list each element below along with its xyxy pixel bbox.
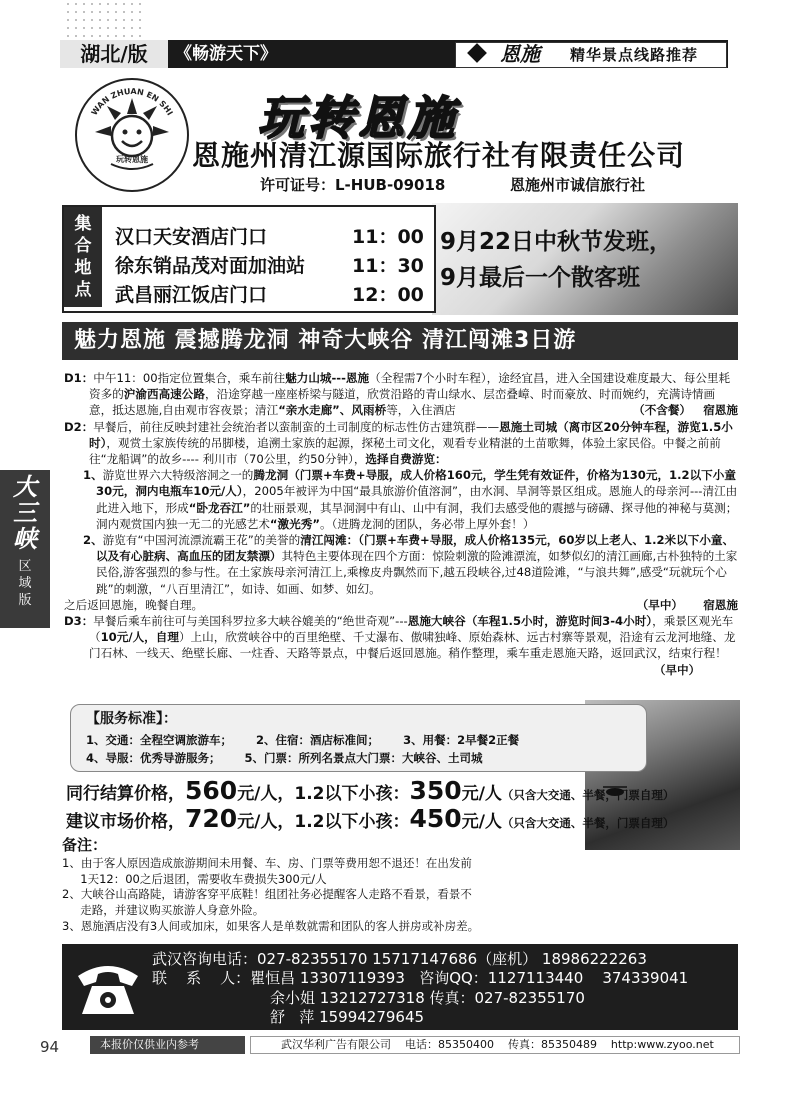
option-2	[64, 532, 738, 597]
day-text: 等，入住酒店	[386, 403, 456, 418]
day-text: ，观赏土家族传统的吊脚楼，追溯土家族的起源，探秘土司文化，观看专业精湛的土苗歌舞，体验土家民俗。中餐之前前往“龙船调”的故乡---- 利川市（70公里，约50分钟），	[89, 435, 721, 467]
company-name: 恩施州清江源国际旅行社有限责任公司	[192, 139, 686, 172]
day-highlight: 沪渝西高速公路	[123, 387, 205, 402]
day-2	[64, 419, 738, 468]
decorative-dots	[64, 0, 144, 40]
side-label-small	[4, 558, 46, 609]
remark-line: 1、由于客人原因造成旅游期间未用餐、车、房、门票等费用恕不退还！在出发前	[62, 855, 472, 870]
option-text: ，2005年被评为中国“最具旅游价值溶洞”，由水洞、旱洞等景区组成。恩施人的母亲河---清江由此进入地下，形成	[96, 484, 738, 515]
day-highlight: 魅力山城---恩施	[285, 371, 370, 385]
meeting-place: 汉口天安酒店门口	[115, 226, 268, 248]
adult-price: 720	[185, 804, 238, 833]
partner-agency: 恩施州市诚信旅行社	[510, 176, 646, 194]
day-label: D2：	[64, 419, 94, 434]
option-number: 1、	[83, 468, 103, 483]
remarks-title: 备注：	[62, 836, 108, 854]
option-highlight: “卧龙吞江”	[188, 500, 251, 515]
day-text: ）上山，欣赏峡谷中的百里绝壁、千丈瀑布、傲啸独峰、原始森林、远古村寨等景观，沿途有云龙河地缝、龙门石林、一线天、绝壁长廊、一炷香、天路等景点，中餐后返回恩施。稍作整理，乘车重走恩施天路，返回武汉，结束行程！	[89, 630, 736, 661]
price-note: （只含大交通、半餐，门票自理）	[501, 816, 675, 830]
option-text: 游览有“中国河流漂流霸王花”的美誉的	[102, 533, 301, 548]
remark-line: 1天12：00之后退团，需要收车费损失300元/人	[62, 871, 327, 886]
contact-person-2: 余小姐 13212727318 传真：027-82355170	[270, 989, 585, 1007]
day-highlight: 恩施土司城（离市区20分钟车程，游览1.5小时）	[89, 419, 733, 450]
day-highlight: 恩施大峡谷（车程1.5小时，游览时间3-4小时）	[407, 614, 653, 629]
meal: （不含餐）	[633, 403, 692, 418]
day-2-end	[64, 597, 738, 613]
region-label: 湖北/版	[60, 40, 168, 68]
option-text: 的壮丽景观，其旱洞洞中有山、山中有洞，我们去感受他的震撼与磅礴、探寻他的神秘与莫测；洞内观赏国内独一无二的光感艺术	[96, 500, 738, 531]
page-number: 94	[40, 1038, 60, 1056]
service-item: 4、导服：优秀导游服务；	[86, 751, 221, 765]
option-text: 其特色主要体现在四个方面：惊险刺激的险滩漂流，如梦似幻的清江画廊,古朴独特的土家民俗,游客强烈的参与性。在土家族母亲河清江上,乘橡皮舟飘然而下,越五段峡谷,过48道险滩，“与浪共舞”,感受“玩就玩个心跳”的刺激，“八百里清江”，如诗、如画、如梦、如幻。	[96, 549, 738, 596]
side-char: 区	[18, 559, 32, 574]
meeting-label-char: 合	[74, 236, 92, 256]
meal: （早中）	[636, 597, 684, 612]
company-logo	[75, 78, 189, 192]
option-highlight: 腾龙洞（门票+车费+导服，成人价格160元，学生凭有效证件，价格为130元，1.2以下小童30元，洞内电瓶车10元/人）	[96, 468, 736, 499]
side-char: 版	[18, 593, 32, 608]
price-unit: 元/人	[461, 812, 502, 832]
option-1	[64, 467, 738, 532]
day-3	[64, 613, 738, 677]
remark-line: 走路，并建议购买旅游人身意外险。	[62, 903, 265, 918]
price-note: （只含大交通、半餐，门票自理）	[501, 788, 675, 802]
itinerary	[64, 370, 738, 678]
magazine-name: 《畅游天下》	[175, 44, 277, 64]
meeting-label-char: 集	[74, 214, 92, 234]
side-char: 域	[18, 576, 32, 591]
day-label: D3：	[64, 614, 94, 629]
price-label: 同行结算价格，	[66, 784, 185, 804]
price-row-trade	[66, 776, 674, 805]
contact-person-3: 舒 萍 15994279645	[270, 1008, 425, 1026]
footer-info: 武汉华利广告有限公司 电话：85350400 传真：85350489 http:www.zyoo.net	[250, 1036, 740, 1054]
price-row-market	[66, 804, 674, 833]
contact-person: 联 系 人：瞿恒昌 13307119393 咨询QQ：1127113440 374339041	[152, 969, 689, 987]
day-label: D1：	[64, 371, 94, 385]
service-item: 3、用餐：2早餐2正餐	[403, 733, 520, 747]
day-meal-info: （早中）	[653, 662, 701, 677]
lodging: 宿恩施	[703, 597, 738, 612]
tag-title: 恩施	[500, 42, 540, 66]
meeting-label	[64, 207, 102, 307]
day-meal-info	[637, 597, 738, 613]
day-text: （全程需7个小时车程），途经宜昌，进入全国建设难度最大、每公里耗资多的	[89, 371, 731, 402]
child-price: 450	[409, 804, 462, 833]
tour-title: 魅力恩施 震撼腾龙洞 神奇大峡谷 清江闯滩3日游	[62, 322, 738, 360]
day-text: 之后返回恩施，晚餐自理。	[64, 597, 204, 612]
contact-phone: 武汉咨询电话：027-82355170 15717147686（座机） 18986222263	[152, 950, 647, 968]
day-1	[64, 370, 738, 419]
logo-caption: 玩转恩施	[116, 155, 148, 164]
option-text: 游览世界六大特级溶洞之一的	[102, 468, 254, 483]
option-text: 。（进腾龙洞的团队，务必带上厚外套！）	[319, 516, 535, 531]
tag-subtitle: 精华景点线路推荐	[570, 46, 699, 64]
remark-line: 2、大峡谷山高路陡，请游客穿平底鞋！组团社务必提醒客人走路不看景，看景不	[62, 887, 472, 902]
smiley-sun-icon	[77, 80, 187, 190]
footer-disclaimer: 本报价仅供业内参考	[90, 1036, 245, 1054]
license-number: 许可证号：L-HUB-09018	[260, 176, 446, 194]
meeting-time: 11：30	[352, 255, 424, 277]
remark-line: 3、恩施酒店没有3人间或加床，如果客人是单数就需和团队的客人拼房或补房差。	[62, 918, 480, 933]
service-line-2	[86, 750, 483, 766]
notice-line-2: 9月最后一个散客班	[440, 265, 641, 291]
meeting-time: 12：00	[352, 284, 424, 306]
day-meal-info	[633, 402, 738, 418]
remarks	[62, 838, 532, 935]
service-item: 5、门票：所列名景点大门票：大峡谷、土司城	[244, 751, 483, 765]
service-line-1	[86, 732, 519, 748]
side-char: 三	[13, 499, 37, 527]
service-title: 【服务标准】：	[86, 711, 177, 727]
day-text: ，沿途穿越一座座桥梁与隧道，欣赏沿路的青山绿水、层峦叠嶂、时而豪放、时而婉约，充满诗情画意，抵达恩施,自由观市容夜景；清江	[89, 387, 716, 418]
option-number: 2、	[83, 533, 103, 548]
day-highlight: 选择自费游览：	[365, 452, 447, 467]
side-char: 峡	[13, 525, 37, 553]
child-price: 350	[409, 776, 462, 805]
service-item: 1、交通：全程空调旅游车；	[86, 733, 233, 747]
price-unit: 元/人，1.2以下小孩：	[237, 812, 410, 832]
notice-line-1: 9月22日中秋节发班，	[440, 229, 673, 255]
side-char: 大	[13, 473, 37, 501]
day-text: 早餐后乘车前往可与美国科罗拉多大峡谷媲美的“绝世奇观”---	[93, 614, 408, 629]
meeting-label-char: 点	[74, 280, 92, 300]
day-highlight: 10元/人，自理	[100, 630, 179, 645]
meeting-place: 武昌丽江饭店门口	[115, 284, 268, 306]
telephone-icon	[72, 952, 144, 1022]
side-label-big	[4, 474, 46, 552]
day-text: 中午11：00指定位置集合，乘车前往	[93, 371, 286, 385]
price-unit: 元/人，1.2以下小孩：	[237, 784, 410, 804]
adult-price: 560	[185, 776, 238, 805]
day-text: ，乘景区观光车（	[89, 614, 734, 645]
lodging: 宿恩施	[703, 403, 738, 418]
meeting-time: 11：00	[352, 226, 424, 248]
service-item: 2、住宿：酒店标准间；	[256, 733, 380, 747]
option-highlight: “激光秀”	[269, 516, 320, 531]
option-highlight: 清江闯滩：（门票+车费+导服，成人价格135元，60岁以上老人、1.2米以下小童、以及有心脏病、高血压的团友禁漂）	[96, 533, 735, 564]
brand-title: 玩转恩施	[258, 91, 458, 145]
day-highlight: “亲水走廊”、风雨桥	[278, 403, 387, 418]
day-text: 早餐后，前往反映封建社会统治者以蛮制蛮的土司制度的标志性仿古建筑群——	[93, 419, 500, 434]
meeting-place: 徐东销品茂对面加油站	[115, 255, 306, 277]
price-label: 建议市场价格，	[66, 812, 185, 832]
logo-ring-text: WAN ZHUAN EN SHI	[89, 86, 175, 117]
departure-notice	[440, 224, 672, 296]
meeting-label-char: 地	[74, 258, 92, 278]
price-unit: 元/人	[461, 784, 502, 804]
